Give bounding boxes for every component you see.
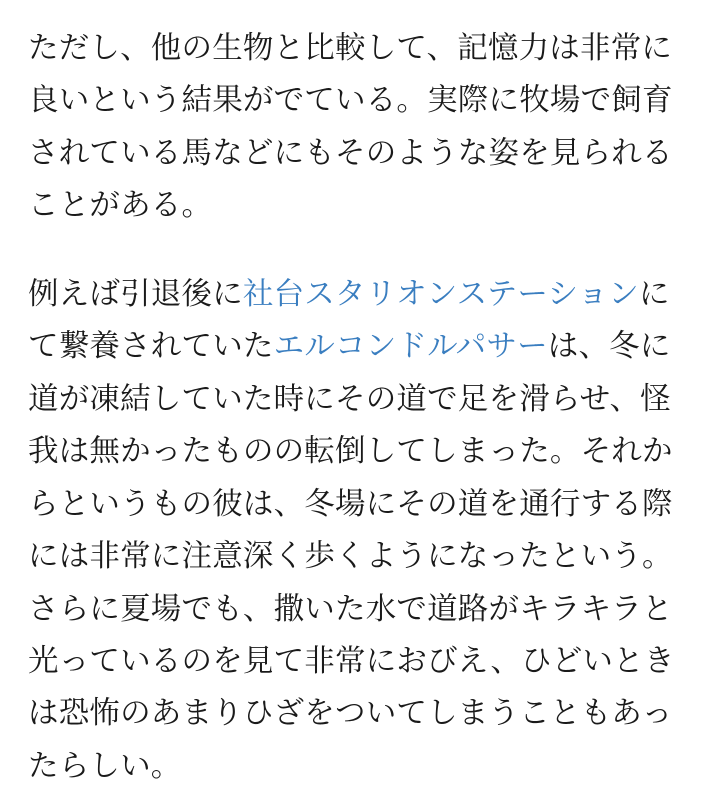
link-el-condor-pasa[interactable]: エルコンドルパサー <box>273 329 548 364</box>
paragraph-2 <box>28 268 679 793</box>
link-shadai-stallion-station[interactable]: 社台スタリオンステーション <box>242 276 639 311</box>
paragraph-1-text: ただし、他の生物と比較して、記憶力は非常に良いという結果がでている。実際に牧場で飼育されている馬などにもそのような姿を見られることがある。 <box>28 31 673 223</box>
paragraph-2-text-2: にて繋養されていた <box>28 276 670 364</box>
paragraph-2-text-1: 例えば引退後に <box>28 276 243 311</box>
paragraph-2-text-3: は、冬に道が凍結していた時にその道で足を滑らせ、怪我は無かったものの転倒してしまった。それからというもの彼は、冬場にその道を通行する際には非常に注意深く歩くようになったという。さらに夏場でも、撒いた水で道路がキラキラと光っているのを見て非常におびえ、ひどいときは恐怖のあまりひざをついてしまうこともあったらしい。 <box>28 329 675 783</box>
paragraph-1 <box>28 22 679 232</box>
